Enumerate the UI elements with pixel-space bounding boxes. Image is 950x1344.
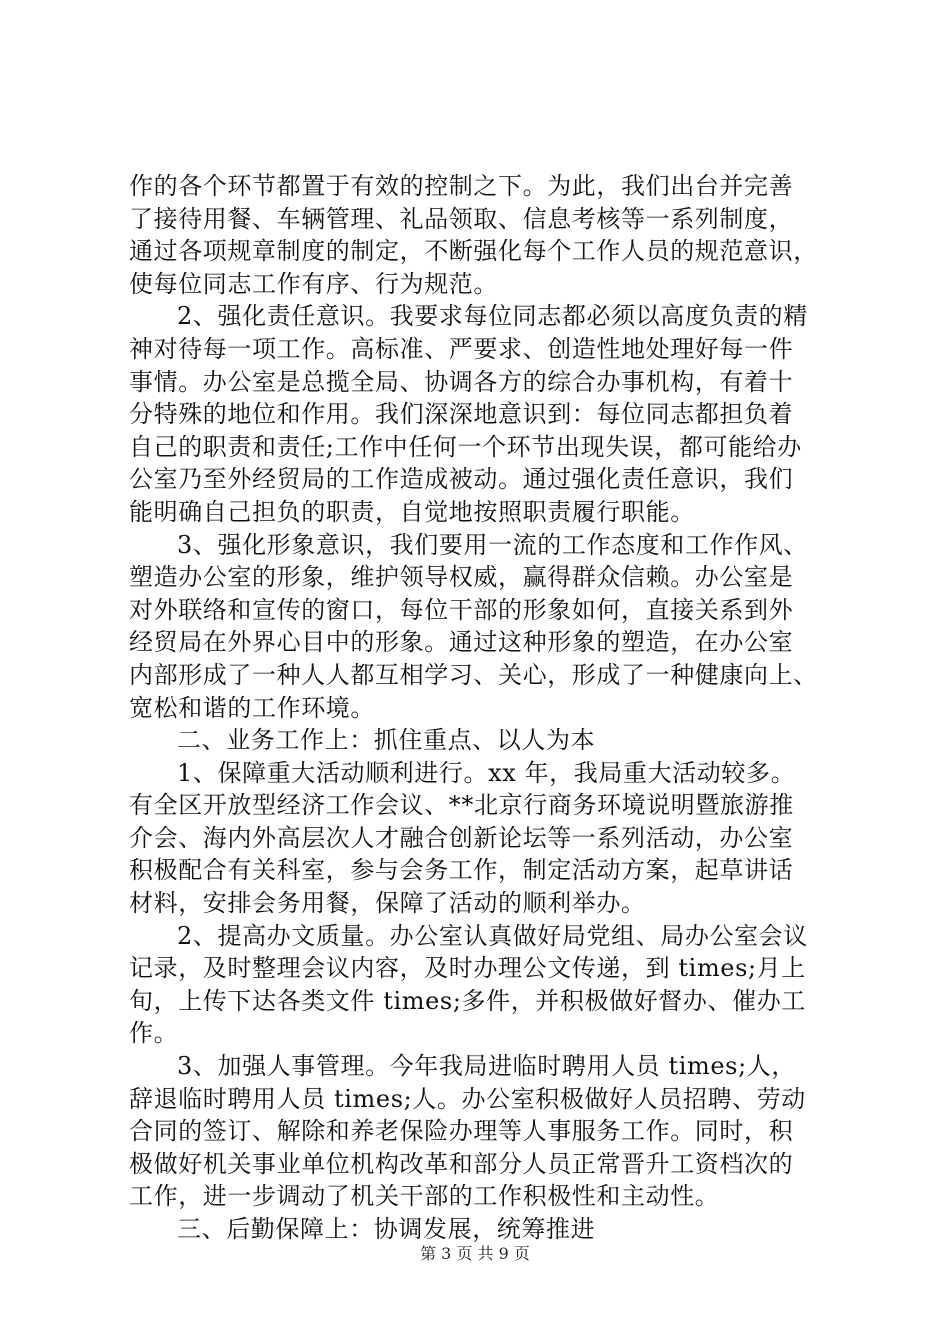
text-line: 辞退临时聘用人员 times;人。办公室积极做好人员招聘、劳动 [129,1084,806,1113]
paragraph-start-line: 2、提高办文质量。办公室认真做好局党组、局办公室会议 [177,921,808,950]
text-line: 作。 [129,1019,179,1048]
text-line: 合同的签订、解除和养老保险办理等人事服务工作。同时，积 [129,1117,794,1146]
text-line: 对外联络和宣传的窗口，每位干部的形象如何，直接关系到外 [129,595,794,624]
text-line: 作的各个环节都置于有效的控制之下。为此，我们出台并完善 [129,172,794,200]
paragraph-start-line: 2、强化责任意识。我要求每位同志都必须以高度负责的精 [177,302,808,331]
section-heading: 三、后勤保障上：协调发展，统筹推进 [177,1215,596,1243]
text-line: 宽松和谐的工作环境。 [129,693,375,722]
text-line: 事情。办公室是总揽全局、协调各方的综合办事机构，有着十 [129,367,794,396]
text-line: 材料，安排会务用餐，保障了活动的顺利举办。 [129,889,646,918]
text-line: 能明确自己担负的职责，自觉地按照职责履行职能。 [129,497,695,526]
text-line: 使每位同志工作有序、行为规范。 [129,269,498,298]
text-line: 公室乃至外经贸局的工作造成被动。通过强化责任意识，我们 [129,465,794,494]
text-line: 旬，上传下达各类文件 times;多件，并积极做好督办、催办工 [129,986,806,1015]
text-line: 介会、海内外高层次人才融合创新论坛等一系列活动，办公室 [129,823,794,852]
text-line: 神对待每一项工作。高标准、严要求、创造性地处理好每一件 [129,334,794,363]
paragraph-start-line: 3、强化形象意识，我们要用一流的工作态度和工作作风、 [177,530,808,559]
text-line: 积极配合有关科室，参与会务工作，制定活动方案，起草讲话 [129,856,794,885]
page-footer: 第 3 页 共 9 页 [420,1244,530,1263]
text-line: 分特殊的地位和作用。我们深深地意识到：每位同志都担负着 [129,400,794,429]
text-line: 通过各项规章制度的制定，不断强化每个工作人员的规范意识， [129,237,818,266]
text-line: 了接待用餐、车辆管理、礼品领取、信息考核等一系列制度， [129,204,794,233]
text-line: 自己的职责和责任;工作中任何一个环节出现失误，都可能给办 [129,432,802,461]
text-line: 有全区开放型经济工作会议、**北京行商务环境说明暨旅游推 [129,791,794,820]
text-line: 经贸局在外界心目中的形象。通过这种形象的塑造，在办公室 [129,628,794,657]
text-line: 工作，进一步调动了机关干部的工作积极性和主动性。 [129,1182,720,1211]
text-line: 极做好机关事业单位机构改革和部分人员正常晋升工资档次的 [129,1149,794,1178]
body-text [129,170,849,1246]
paragraph-start-line: 1、保障重大活动顺利进行。xx 年，我局重大活动较多。 [177,758,796,787]
section-heading: 二、业务工作上：抓住重点、以人为本 [177,726,596,755]
paragraph-start-line: 3、加强人事管理。今年我局进临时聘用人员 times;人， [177,1052,796,1081]
text-line: 内部形成了一种人人都互相学习、关心，形成了一种健康向上、 [129,660,818,689]
text-line: 记录，及时整理会议内容，及时办理公文传递，到 times;月上 [129,954,806,983]
text-line: 塑造办公室的形象，维护领导权威，赢得群众信赖。办公室是 [129,563,794,592]
